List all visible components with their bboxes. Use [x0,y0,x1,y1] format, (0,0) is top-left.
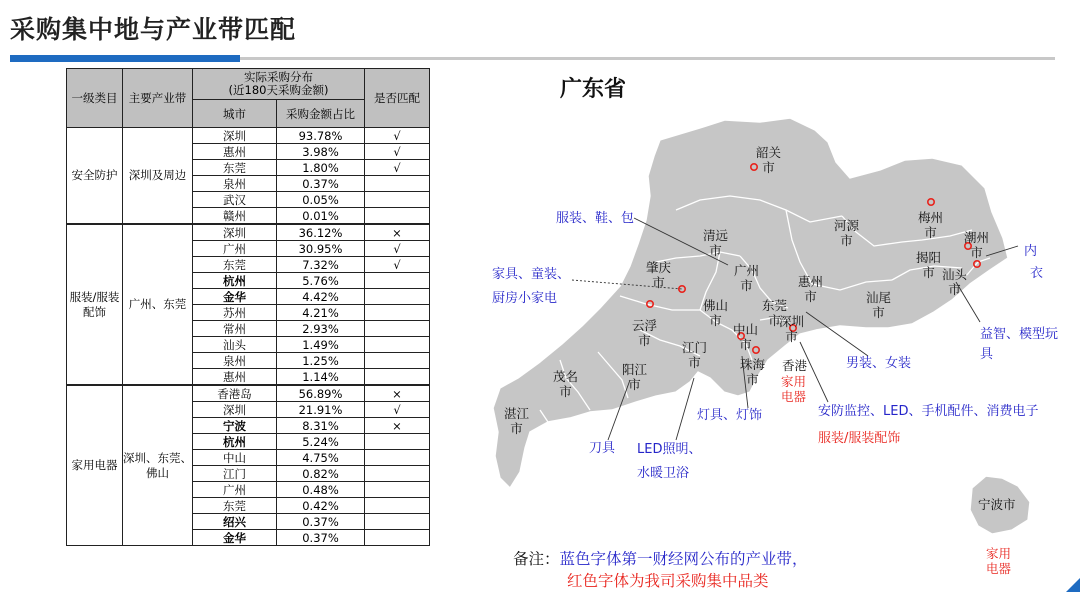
city-label-dongguan: 东莞 市 [762,298,788,328]
city-cell: 绍兴 [193,514,277,530]
city-cell: 广州 [193,482,277,498]
category-cell: 家用电器 [67,385,123,546]
city-cell: 东莞 [193,498,277,514]
share-cell: 8.31% [277,418,365,434]
red-label-clothing-accessories: 服装/服装配饰 [818,431,901,446]
city-label-shantou: 汕头 市 [942,267,968,297]
city-cell: 宁波 [193,418,277,434]
share-cell: 4.42% [277,289,365,305]
industry-knives: 刀具 [589,441,616,456]
match-cell: × [365,224,430,241]
city-cell: 深圳 [193,128,277,144]
city-cell: 杭州 [193,273,277,289]
share-cell: 0.01% [277,208,365,225]
share-cell: 2.93% [277,321,365,337]
city-cell: 江门 [193,466,277,482]
footnote-line1: 蓝色字体第一财经网公布的产业带， [559,550,808,568]
city-cell: 东莞 [193,257,277,273]
footnote [513,548,808,592]
match-cell: √ [365,128,430,144]
match-cell: √ [365,402,430,418]
city-label-shenzhen: 深圳 市 [779,314,805,344]
industry-toys-line1: 益智、模型玩 [980,327,1059,342]
share-cell: 5.76% [277,273,365,289]
share-cell: 0.37% [277,514,365,530]
city-label-hongkong: 香港 [782,358,808,373]
city-label-qingyuan: 清远 市 [703,228,729,258]
city-cell: 常州 [193,321,277,337]
city-cell: 金华 [193,289,277,305]
city-cell: 香港岛 [193,385,277,402]
city-label-ningbo: 宁波市 [978,497,1016,512]
header-city: 城市 [193,100,277,128]
industry-kitchen-appliances: 厨房小家电 [492,291,558,306]
city-cell: 东莞 [193,160,277,176]
city-label-maoming: 茂名 市 [553,369,579,399]
header-belt: 主要产业带 [123,69,193,128]
city-cell: 广州 [193,241,277,257]
share-cell: 36.12% [277,224,365,241]
share-cell: 93.78% [277,128,365,144]
share-cell: 7.32% [277,257,365,273]
industry-lamps: 灯具、灯饰 [697,408,763,423]
city-label-jieyang: 揭阳 市 [916,250,942,280]
city-label-heyuan: 河源 市 [834,218,860,248]
industry-led-line1: LED照明、 [637,442,702,457]
share-cell: 1.49% [277,337,365,353]
industry-toys-line2: 具 [980,347,994,362]
city-cell: 汕头 [193,337,277,353]
city-label-zhaoqing: 肇庆 市 [646,260,672,290]
belt-cell: 广州、东莞 [123,224,193,385]
share-cell: 0.82% [277,466,365,482]
share-cell: 5.24% [277,434,365,450]
city-cell: 深圳 [193,224,277,241]
share-cell: 30.95% [277,241,365,257]
city-cell: 金华 [193,530,277,546]
share-cell: 4.21% [277,305,365,321]
match-cell: √ [365,160,430,176]
industry-underwear-line2: 衣 [1030,266,1044,281]
share-cell: 56.89% [277,385,365,402]
map-province-shape [493,118,1008,488]
city-cell: 赣州 [193,208,277,225]
share-cell: 0.05% [277,192,365,208]
city-cell: 惠州 [193,369,277,386]
share-cell: 4.75% [277,450,365,466]
share-cell: 21.91% [277,402,365,418]
belt-cell: 深圳、东莞、佛山 [123,385,193,546]
header-distribution-subtitle: (近180天采购金额) [228,83,329,97]
category-cell: 服装/服装配饰 [67,224,123,385]
city-label-shaoguan: 韶关 市 [756,145,782,175]
city-label-zhuhai: 珠海 市 [740,357,766,387]
industry-led-line2: 水暖卫浴 [637,466,690,481]
city-label-chaozhou: 潮州 市 [964,230,990,260]
share-cell: 1.80% [277,160,365,176]
city-label-meizhou: 梅州 市 [918,210,944,240]
city-cell: 惠州 [193,144,277,160]
city-label-yangjiang: 阳江 市 [622,362,648,392]
page-title: 采购集中地与产业带匹配 [10,15,297,44]
city-label-guangzhou: 广州 市 [734,263,760,293]
city-cell: 泉州 [193,353,277,369]
header-distribution-title: 实际采购分布 [244,70,313,84]
share-cell: 1.25% [277,353,365,369]
match-cell: √ [365,241,430,257]
match-cell: √ [365,257,430,273]
city-label-zhanjiang: 湛江 市 [504,406,530,436]
share-cell: 0.37% [277,176,365,192]
red-label-ningbo-appliance: 家用 电器 [986,546,1012,576]
match-cell: × [365,385,430,402]
city-label-huizhou: 惠州 市 [798,274,824,304]
header-share: 采购金额占比 [277,100,365,128]
share-cell: 0.37% [277,530,365,546]
city-cell: 中山 [193,450,277,466]
industry-clothing-shoes-bags: 服装、鞋、包 [556,211,635,226]
footnote-line2: 红色字体为我司采购集中品类 [567,572,769,590]
city-label-shanwei: 汕尾 市 [866,290,892,320]
city-label-yunfu: 云浮 市 [632,318,658,348]
industry-security-electronics: 安防监控、LED、手机配件、消费电子 [818,404,1039,419]
industry-underwear-line1: 内 [1024,244,1038,259]
category-cell: 安全防护 [67,128,123,225]
city-label-jiangmen: 江门 市 [682,340,708,370]
corner-accent [1066,578,1080,592]
industry-furniture-toys: 家具、童装、 [492,267,571,282]
share-cell: 0.48% [277,482,365,498]
share-cell: 1.14% [277,369,365,386]
footnote-prefix: 备注： [513,550,560,568]
industry-menswear: 男装、女装 [846,356,912,371]
share-cell: 0.42% [277,498,365,514]
city-cell: 杭州 [193,434,277,450]
city-cell: 武汉 [193,192,277,208]
province-title: 广东省 [560,77,627,102]
header-category: 一级类目 [67,69,123,128]
belt-cell: 深圳及周边 [123,128,193,225]
city-label-zhongshan: 中山 市 [733,322,759,352]
city-label-foshan: 佛山 市 [703,298,729,328]
city-cell: 苏州 [193,305,277,321]
match-cell: √ [365,144,430,160]
header-match: 是否匹配 [365,69,430,128]
city-cell: 泉州 [193,176,277,192]
city-cell: 深圳 [193,402,277,418]
match-cell: × [365,418,430,434]
share-cell: 3.98% [277,144,365,160]
red-label-hk-appliance: 家用 电器 [781,374,807,404]
